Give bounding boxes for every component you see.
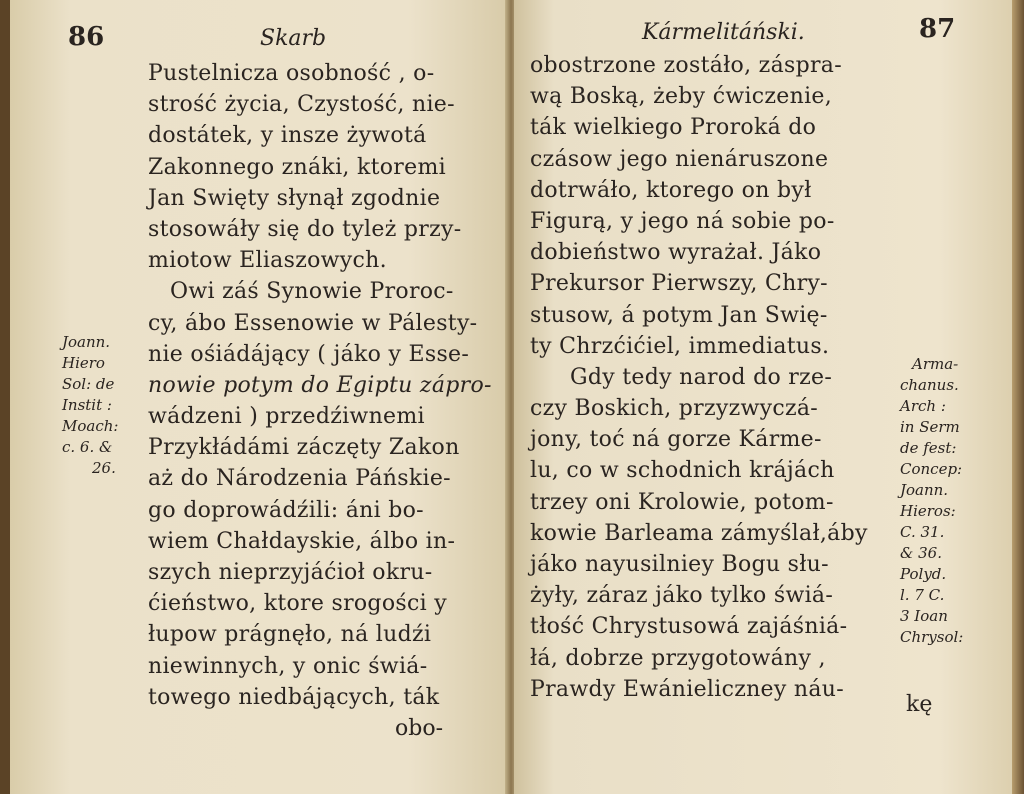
margin-note-line: Instit :: [62, 396, 112, 414]
running-head: Kármelitáński.: [642, 20, 805, 45]
text-line: lu, co w schodnich krájách: [530, 458, 835, 484]
text-line: nowie potym do Egiptu zápro-: [148, 372, 492, 398]
text-line: łupow prágnęło, ná ludźi: [148, 622, 432, 648]
margin-note-line: c. 6. &: [62, 438, 113, 456]
margin-note-line: Arch :: [900, 397, 946, 415]
text-line: Prawdy Ewánieliczney náu-: [530, 676, 844, 702]
text-line: Prekursor Pierwszy, Chry-: [530, 271, 828, 297]
margin-note: [62, 332, 118, 479]
text-line: ty Chrzćićiel, immediatus.: [530, 333, 830, 359]
text-line: ćieństwo, ktore srogości y: [148, 591, 447, 617]
margin-note-line: Joann.: [62, 333, 111, 351]
catchword: obo-: [395, 716, 444, 741]
text-line: cy, ábo Essenowie w Pálesty-: [148, 310, 478, 336]
text-line: wiem Chałdayskie, álbo in-: [148, 528, 456, 554]
text-line: Owi záś Synowie Proroc-: [170, 279, 454, 305]
margin-note-line: C. 31.: [900, 523, 945, 541]
left-page: [10, 0, 508, 794]
margin-note-line: de fest:: [900, 439, 957, 457]
text-line: Gdy tedy narod do rze-: [570, 364, 833, 390]
page-number: 86: [68, 22, 105, 52]
text-line: niewinnych, y onic świá-: [148, 653, 428, 679]
running-head: Skarb: [260, 26, 327, 51]
text-line: wą Boską, żeby ćwiczenie,: [530, 84, 833, 110]
text-line: wádzeni ) przedźiwnemi: [148, 404, 425, 430]
text-line: strość życia, Czystość, nie-: [148, 92, 455, 118]
text-line: Przykłádámi záczęty Zakon: [148, 435, 460, 461]
text-line: stusow, á potym Jan Swię-: [530, 302, 828, 328]
margin-note-line: chanus.: [900, 376, 959, 394]
margin-note: [900, 354, 963, 648]
margin-note-line: Hiero: [62, 354, 105, 372]
text-line: czásow jego nienáruszone: [530, 146, 829, 172]
margin-note-line: 3 Ioan: [900, 607, 948, 625]
text-line: ták wielkiego Proroká do: [530, 115, 817, 141]
margin-note-line: Polyd.: [900, 565, 947, 583]
text-line: Pustelnicza osobność , o-: [148, 61, 435, 86]
margin-note-line: l. 7 C.: [900, 586, 945, 604]
margin-note-line: & 36.: [900, 544, 942, 562]
body-text: [530, 50, 868, 705]
body-text: [148, 58, 492, 713]
text-line: czy Boskich, przyzwyczá-: [530, 396, 819, 422]
text-line: nie ośiádájący ( jáko y Esse-: [148, 341, 470, 367]
text-line: Figurą, y jego ná sobie po-: [530, 208, 835, 234]
text-line: Jan Swięty słynął zgodnie: [148, 185, 441, 211]
margin-note-line: Joann.: [900, 481, 949, 499]
text-line: tłość Chrystusowá zajáśniá-: [530, 614, 848, 640]
text-line: Zakonnego znáki, ktoremi: [148, 154, 446, 180]
text-line: jáko nayusilniey Bogu słu-: [530, 552, 829, 577]
text-line: go doprowádźili: áni bo-: [148, 497, 424, 523]
margin-note-line: Arma-: [912, 355, 959, 373]
text-line: dostátek, y insze żywotá: [148, 123, 427, 149]
margin-note-line: 26.: [92, 459, 116, 477]
text-line: miotow Eliaszowych.: [148, 248, 387, 274]
text-line: szych nieprzyjáćioł okru-: [148, 560, 433, 585]
text-line: dobieństwo wyrażał. Jáko: [530, 240, 822, 266]
text-line: kowie Barleama zámyślał,áby: [530, 520, 868, 546]
text-line: trzey oni Krolowie, potom-: [530, 489, 834, 515]
text-line: obostrzone zostáło, záspra-: [530, 53, 842, 78]
margin-note-line: Moach:: [62, 417, 119, 435]
text-line: towego niedbájących, ták: [148, 684, 440, 710]
catchword: kę: [906, 692, 933, 717]
margin-note-line: Concep:: [900, 460, 963, 478]
margin-note-line: in Serm: [900, 418, 960, 436]
page-number: 87: [919, 14, 956, 44]
text-line: łá, dobrze przygotowány ,: [530, 645, 826, 671]
right-page: [514, 0, 1014, 794]
text-line: aż do Národzenia Páńskie-: [148, 466, 451, 492]
page-edge: [1012, 0, 1024, 794]
margin-note-line: Sol: de: [62, 375, 115, 393]
text-line: dotrwáło, ktorego on był: [530, 177, 812, 203]
margin-note-line: Hieros:: [900, 502, 956, 520]
text-line: stosowáły się do tyleż przy-: [148, 216, 462, 242]
text-line: jony, toć ná gorze Kárme-: [530, 427, 822, 453]
margin-note-line: Chrysol:: [900, 628, 964, 646]
text-line: żyły, záraz jáko tylko świá-: [530, 583, 834, 609]
